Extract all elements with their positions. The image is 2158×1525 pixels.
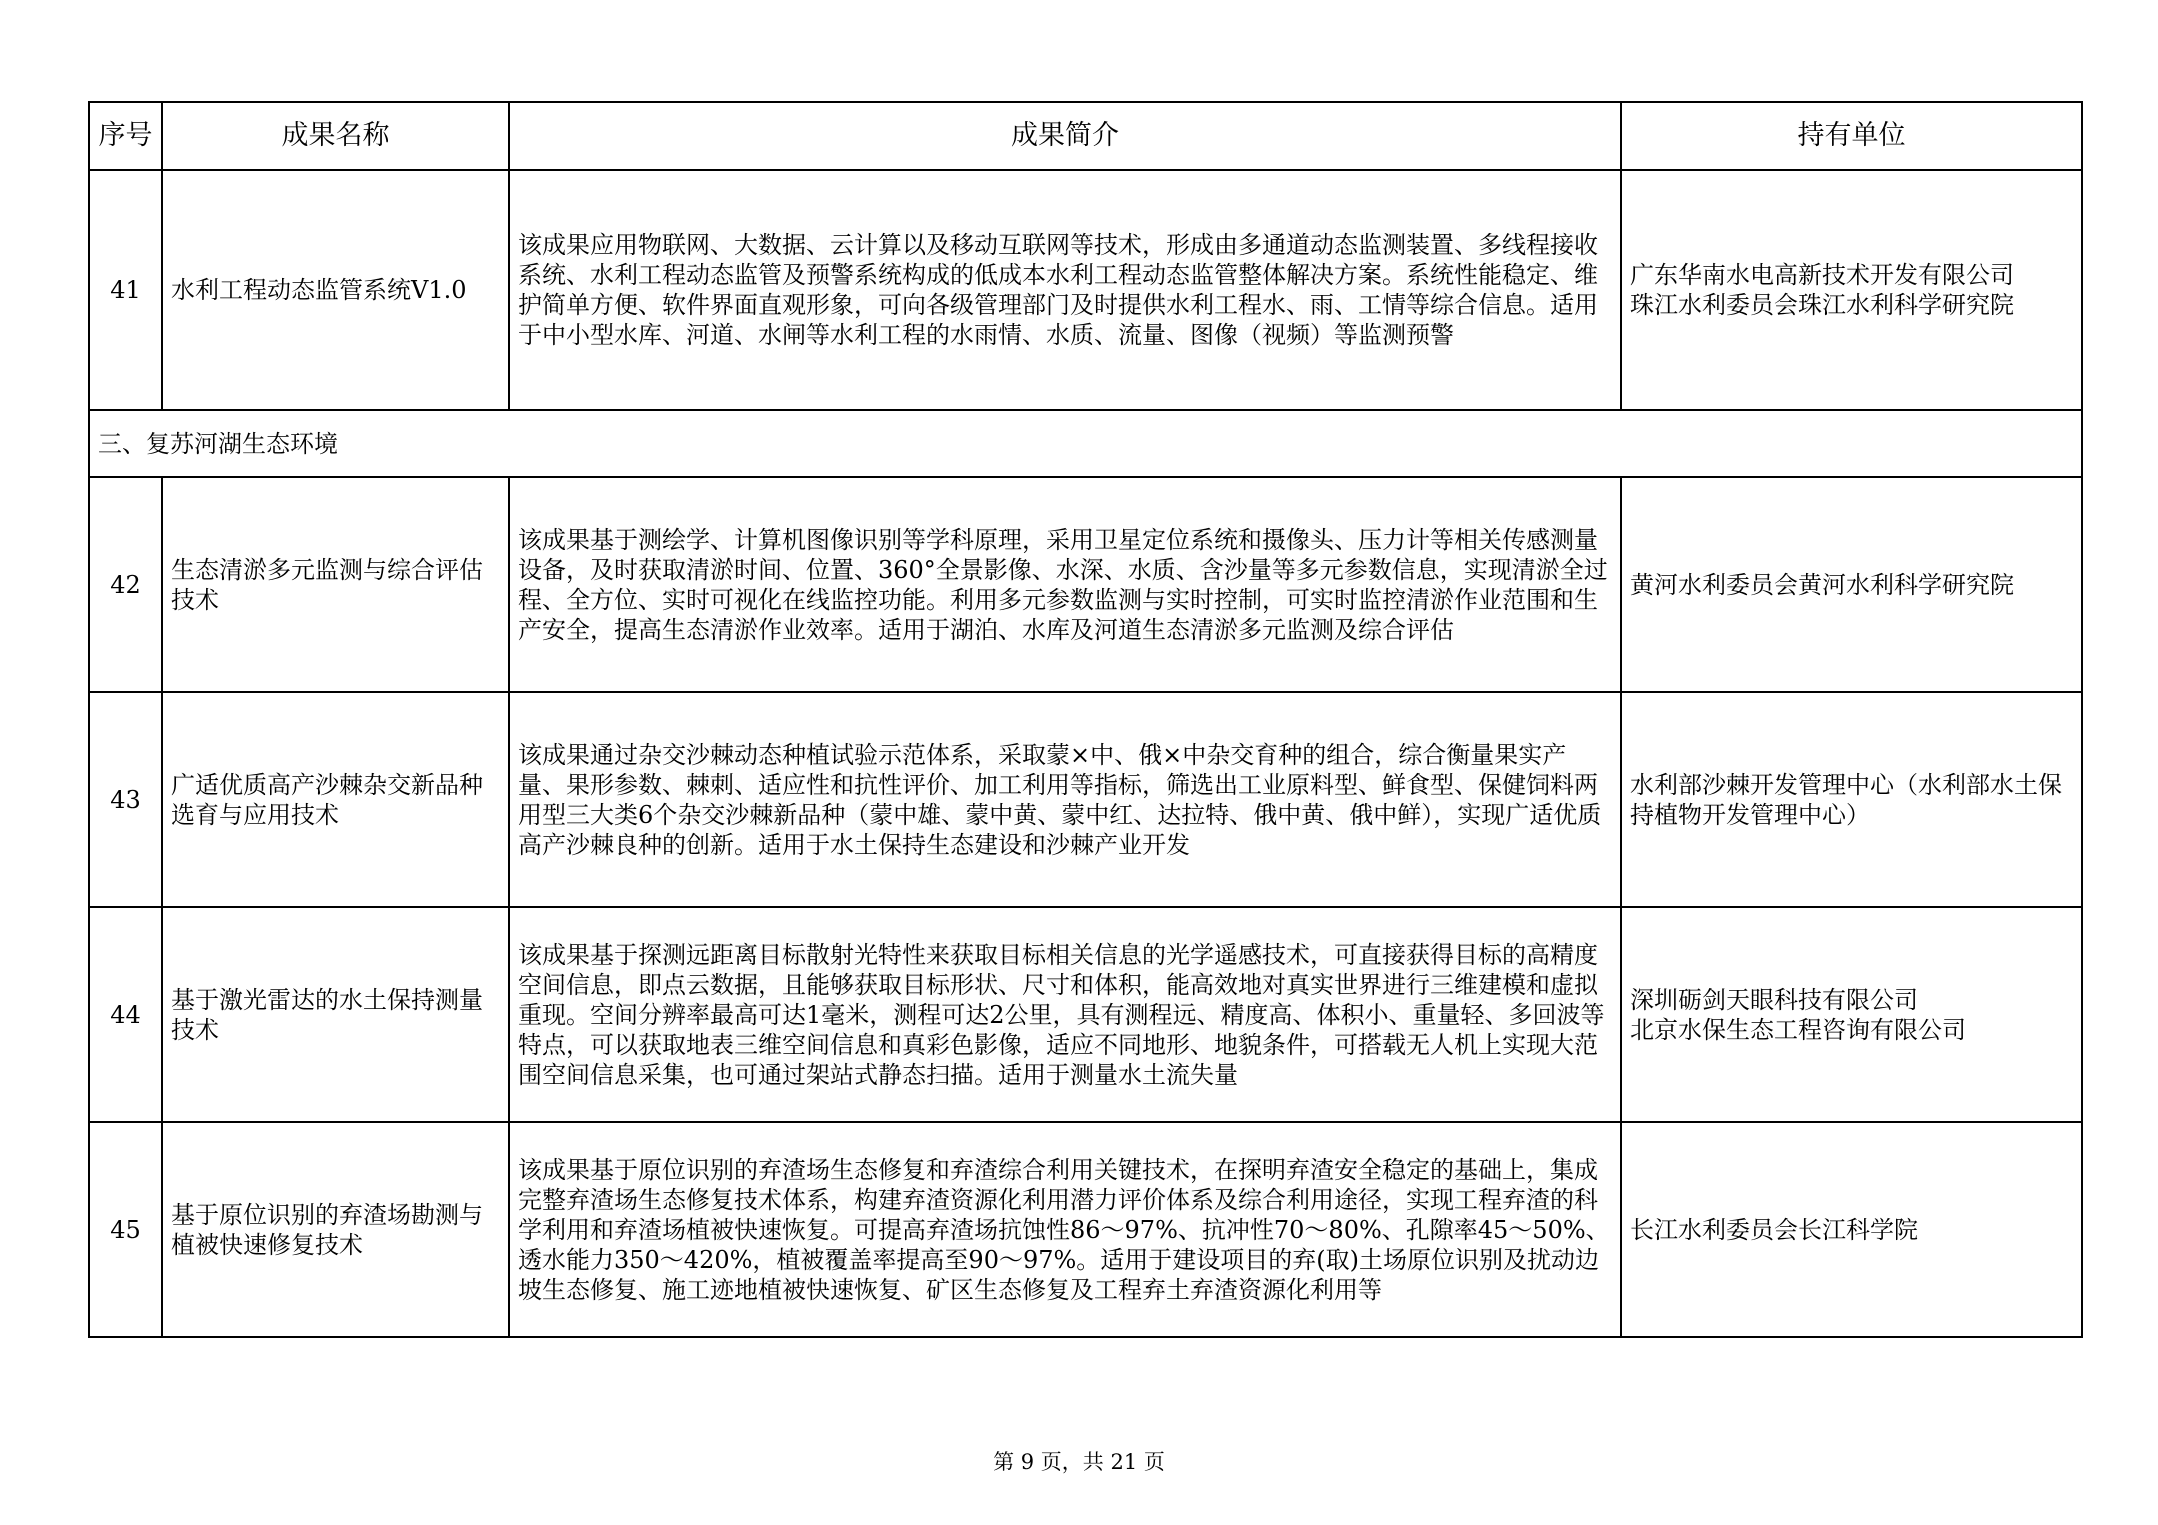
row-holder [1621, 907, 2082, 1122]
row-intro: 该成果基于探测远距离目标散射光特性来获取目标相关信息的光学遥感技术，可直接获得目标的高精度空间信息，即点云数据，且能够获取目标形状、尺寸和体积，能高效地对真实世界进行三维建模和虚拟重现。空间分辨率最高可达1毫米，测程可达2公里，具有测程远、精度高、体积小、重量轻、多回波等特点，可以获取地表三维空间信息和真彩色影像，适应不同地形、地貌条件，可搭载无人机上实现大范围空间信息采集，也可通过架站式静态扫描。适用于测量水土流失量 [509, 907, 1621, 1122]
section-row [89, 410, 2082, 477]
table-row [89, 170, 2082, 410]
row-holder [1621, 170, 2082, 410]
row-holder: 黄河水利委员会黄河水利科学研究院 [1621, 477, 2082, 692]
row-intro: 该成果应用物联网、大数据、云计算以及移动互联网等技术，形成由多通道动态监测装置、多线程接收系统、水利工程动态监管及预警系统构成的低成本水利工程动态监管整体解决方案。系统性能稳定、维护简单方便、软件界面直观形象，可向各级管理部门及时提供水利工程水、雨、工情等综合信息。适用于中小型水库、河道、水闸等水利工程的水雨情、水质、流量、图像（视频）等监测预警 [509, 170, 1621, 410]
page-number: 第 9 页，共 21 页 [993, 1450, 1165, 1474]
row-name: 生态清淤多元监测与综合评估技术 [162, 477, 509, 692]
row-no: 45 [89, 1122, 162, 1337]
row-name: 基于激光雷达的水土保持测量技术 [162, 907, 509, 1122]
header-no: 序号 [89, 102, 162, 170]
holder-line: 珠江水利委员会珠江水利科学研究院 [1630, 291, 2014, 319]
holder-line: 深圳砺剑天眼科技有限公司 [1630, 985, 1918, 1014]
row-no: 41 [89, 170, 162, 410]
row-intro: 该成果基于测绘学、计算机图像识别等学科原理，采用卫星定位系统和摄像头、压力计等相关传感测量设备，及时获取清淤时间、位置、360°全景影像、水深、水质、含沙量等多元参数信息，实现清淤全过程、全方位、实时可视化在线监控功能。利用多元参数监测与实时控制，可实时监控清淤作业范围和生产安全，提高生态清淤作业效率。适用于湖泊、水库及河道生态清淤多元监测及综合评估 [509, 477, 1621, 692]
row-holder: 水利部沙棘开发管理中心（水利部水土保持植物开发管理中心） [1621, 692, 2082, 907]
table-row [89, 907, 2082, 1122]
row-intro: 该成果通过杂交沙棘动态种植试验示范体系，采取蒙×中、俄×中杂交育种的组合，综合衡量果实产量、果形参数、棘刺、适应性和抗性评价、加工利用等指标，筛选出工业原料型、鲜食型、保健饲料两用型三大类6个杂交沙棘新品种（蒙中雄、蒙中黄、蒙中红、达拉特、俄中黄、俄中鲜），实现广适优质高产沙棘良种的创新。适用于水土保持生态建设和沙棘产业开发 [509, 692, 1621, 907]
table-row [89, 1122, 2082, 1337]
row-name: 广适优质高产沙棘杂交新品种选育与应用技术 [162, 692, 509, 907]
table-header-row [89, 102, 2082, 170]
table-row [89, 692, 2082, 907]
holder-line: 北京水保生态工程咨询有限公司 [1630, 1015, 1966, 1044]
results-table [88, 101, 2083, 1338]
row-intro: 该成果基于原位识别的弃渣场生态修复和弃渣综合利用关键技术，在探明弃渣安全稳定的基础上，集成完整弃渣场生态修复技术体系，构建弃渣资源化利用潜力评价体系及综合利用途径，实现工程弃渣的科学利用和弃渣场植被快速恢复。可提高弃渣场抗蚀性86～97%、抗冲性70～80%、孔隙率45～50%、透水能力350～420%，植被覆盖率提高至90～97%。适用于建设项目的弃(取)土场原位识别及扰动边坡生态修复、施工迹地植被快速恢复、矿区生态修复及工程弃土弃渣资源化利用等 [509, 1122, 1621, 1337]
row-no: 43 [89, 692, 162, 907]
section-title: 三、复苏河湖生态环境 [89, 410, 2082, 477]
header-holder: 持有单位 [1621, 102, 2082, 170]
row-name: 基于原位识别的弃渣场勘测与植被快速修复技术 [162, 1122, 509, 1337]
row-holder: 长江水利委员会长江科学院 [1621, 1122, 2082, 1337]
header-name: 成果名称 [162, 102, 509, 170]
table-row [89, 477, 2082, 692]
header-intro: 成果简介 [509, 102, 1621, 170]
row-no: 44 [89, 907, 162, 1122]
row-no: 42 [89, 477, 162, 692]
row-name: 水利工程动态监管系统V1.0 [162, 170, 509, 410]
holder-line: 广东华南水电高新技术开发有限公司 [1630, 261, 2014, 289]
